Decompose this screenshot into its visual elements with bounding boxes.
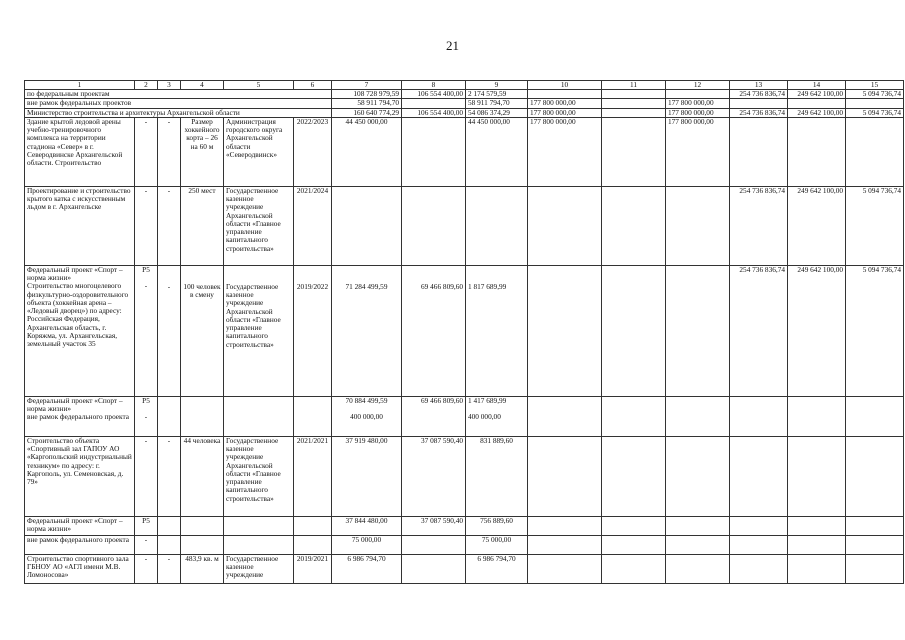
outside-project-label: вне рамок федерального проекта xyxy=(27,412,130,422)
cell xyxy=(294,396,332,436)
cell xyxy=(602,90,666,99)
cell xyxy=(402,99,466,108)
cell xyxy=(135,396,158,436)
object-name-cell: Строительство объекта «Спортивный зал ГАПОУ АО «Каргопольский индустриальный техникум» по адресу: г. Каргополь, ул. Семеновская, д. 79» xyxy=(25,436,135,516)
cell xyxy=(528,535,602,554)
cell xyxy=(666,265,730,396)
cell: 160 640 774,29 xyxy=(332,108,402,117)
cell: 254 736 836,74 xyxy=(730,186,788,265)
cell xyxy=(730,554,788,583)
cell xyxy=(788,117,846,186)
column-header: 3 xyxy=(158,81,181,90)
period-cell: 2022/2023 xyxy=(294,117,332,186)
project-code: P5 xyxy=(142,265,150,274)
cell: - xyxy=(135,117,158,186)
cell xyxy=(528,436,602,516)
cell-value: 400 000,00 xyxy=(468,412,501,422)
cell: - xyxy=(158,117,181,186)
cell xyxy=(158,535,181,554)
cell xyxy=(528,554,602,583)
cell: 44 450 000,00 xyxy=(466,117,528,186)
cell xyxy=(402,186,466,265)
capacity-cell: 250 мест xyxy=(181,186,224,265)
table-row xyxy=(25,516,904,535)
summary-row-federal xyxy=(25,90,904,99)
object-name-cell xyxy=(25,265,135,396)
cell xyxy=(788,516,846,535)
cell: 75 000,00 xyxy=(332,535,402,554)
cell xyxy=(666,186,730,265)
cell xyxy=(730,117,788,186)
cell xyxy=(158,265,181,396)
cell xyxy=(730,396,788,436)
summary-row-outside xyxy=(25,99,904,108)
cell xyxy=(730,99,788,108)
cell xyxy=(788,535,846,554)
cell xyxy=(602,186,666,265)
cell: 177 800 000,00 xyxy=(528,108,602,117)
cell: 75 000,00 xyxy=(466,535,528,554)
column-header: 4 xyxy=(181,81,224,90)
summary-label: по федеральным проектам xyxy=(25,90,332,99)
column-header: 13 xyxy=(730,81,788,90)
cell xyxy=(730,436,788,516)
federal-project-label: Федеральный проект «Спорт – норма жизни» xyxy=(25,516,135,535)
customer-cell: Государственное казенное учреждение Архангельской области «Главное управление капитального строительства» xyxy=(224,436,294,516)
column-header: 6 xyxy=(294,81,332,90)
table-row xyxy=(25,117,904,186)
cell: 54 086 374,29 xyxy=(466,108,528,117)
outside-project-label: вне рамок федерального проекта xyxy=(25,535,135,554)
cell: 756 889,60 xyxy=(466,516,528,535)
cell xyxy=(402,117,466,186)
cell xyxy=(528,90,602,99)
capacity-value: 100 человек в смену xyxy=(183,281,221,300)
cell: 177 800 000,00 xyxy=(666,108,730,117)
cell-value: - xyxy=(144,412,148,422)
cell xyxy=(135,265,158,396)
cell xyxy=(602,516,666,535)
cell xyxy=(224,516,294,535)
cell: 177 800 000,00 xyxy=(528,99,602,108)
cell: 254 736 836,74 xyxy=(730,108,788,117)
cell: 108 728 979,59 xyxy=(332,90,402,99)
cell-value: - xyxy=(144,281,148,291)
cell xyxy=(181,516,224,535)
column-header: 12 xyxy=(666,81,730,90)
column-header: 14 xyxy=(788,81,846,90)
cell: 37 087 590,40 xyxy=(402,516,466,535)
cell xyxy=(528,265,602,396)
cell: 37 087 590,40 xyxy=(402,436,466,516)
cell xyxy=(466,396,528,436)
summary-label: Министерство строительства и архитектуры Архангельской области xyxy=(25,108,332,117)
cell: 831 889,60 xyxy=(466,436,528,516)
cell xyxy=(528,516,602,535)
federal-project-label: Федеральный проект «Спорт – норма жизни» xyxy=(27,396,123,414)
cell-value: 400 000,00 xyxy=(350,412,383,422)
cell xyxy=(602,265,666,396)
customer-cell: Государственное казенное учреждение Архангельской области «Главное управление капитального строительства» xyxy=(224,186,294,265)
cell xyxy=(666,554,730,583)
cell xyxy=(332,265,402,396)
column-header: 8 xyxy=(402,81,466,90)
cell: 254 736 836,74 xyxy=(730,90,788,99)
cell xyxy=(846,516,904,535)
cell: 6 986 794,70 xyxy=(466,554,528,583)
cell: 249 642 100,00 xyxy=(788,90,846,99)
cell-value: - xyxy=(167,281,171,291)
cell xyxy=(788,554,846,583)
table-row xyxy=(25,554,904,583)
table-row xyxy=(25,186,904,265)
project-code: P5 xyxy=(135,516,158,535)
customer-cell: Администрация городского округа Архангельской области «Северодвинск» xyxy=(224,117,294,186)
cell xyxy=(224,535,294,554)
cell xyxy=(602,117,666,186)
cell xyxy=(602,99,666,108)
customer-cell xyxy=(224,265,294,396)
cell xyxy=(294,535,332,554)
cell xyxy=(730,516,788,535)
object-name-cell xyxy=(25,396,135,436)
cell xyxy=(158,396,181,436)
period-cell: 2019/2021 xyxy=(294,554,332,583)
cell xyxy=(602,535,666,554)
cell xyxy=(602,396,666,436)
column-header: 9 xyxy=(466,81,528,90)
summary-row-ministry xyxy=(25,108,904,117)
cell: 44 450 000,00 xyxy=(332,117,402,186)
customer-cell: Государственное казенное учреждение xyxy=(224,554,294,583)
cell: 249 642 100,00 xyxy=(788,108,846,117)
cell xyxy=(846,396,904,436)
cell xyxy=(666,516,730,535)
cell: 5 094 736,74 xyxy=(846,265,904,396)
capacity-cell: 483,9 кв. м xyxy=(181,554,224,583)
cell xyxy=(402,535,466,554)
cell: 58 911 794,70 xyxy=(466,99,528,108)
cell: 2 174 579,59 xyxy=(466,90,528,99)
cell xyxy=(528,396,602,436)
cell-value: 1 817 689,99 xyxy=(468,281,507,291)
summary-label: вне рамок федеральных проектов xyxy=(25,99,332,108)
period-value: 2019/2022 xyxy=(296,281,329,291)
cell: 58 911 794,70 xyxy=(332,99,402,108)
table-row xyxy=(25,436,904,516)
cell xyxy=(788,99,846,108)
table-row xyxy=(25,265,904,396)
object-name-cell: Здание крытой ледовой арены учебно-тренировочного комплекса на территории стадиона «Север» в г. Северодвинске Архангельской области. Строительство xyxy=(25,117,135,186)
cell: 6 986 794,70 xyxy=(332,554,402,583)
cell-value: 69 466 809,60 xyxy=(421,396,463,405)
cell xyxy=(602,108,666,117)
page-number: 21 xyxy=(446,38,459,53)
cell xyxy=(158,516,181,535)
cell xyxy=(846,535,904,554)
cell: 177 800 000,00 xyxy=(666,99,730,108)
cell xyxy=(846,554,904,583)
customer-value: Государственное казенное учреждение Архангельской области «Главное управление капитального строительства» xyxy=(226,281,281,349)
project-code: P5 xyxy=(142,396,150,405)
cell xyxy=(294,516,332,535)
object-name: Строительство многоцелевого физкультурно-оздоровительного объекта (хоккейная арена – «Ледовый дворец») по адресу: Российская Федерация, Архангельская область, г. Коряжма, ул. Архангельская, земельный участок 35 xyxy=(27,281,129,349)
column-header: 10 xyxy=(528,81,602,90)
cell: 5 094 736,74 xyxy=(846,108,904,117)
cell-value: 71 284 499,59 xyxy=(345,281,388,291)
cell: 249 642 100,00 xyxy=(788,186,846,265)
column-header: 1 xyxy=(25,81,135,90)
cell xyxy=(788,396,846,436)
column-header: 7 xyxy=(332,81,402,90)
period-cell: 2021/2021 xyxy=(294,436,332,516)
cell xyxy=(528,186,602,265)
cell: 5 094 736,74 xyxy=(846,90,904,99)
cell xyxy=(666,90,730,99)
cell xyxy=(602,554,666,583)
cell-value: 1 417 689,99 xyxy=(468,396,507,405)
cell xyxy=(602,436,666,516)
cell: 177 800 000,00 xyxy=(666,117,730,186)
cell xyxy=(466,265,528,396)
object-name-cell: Проектирование и строительство крытого катка с искусственным льдом в г. Архангельске xyxy=(25,186,135,265)
cell xyxy=(788,436,846,516)
cell: - xyxy=(135,535,158,554)
cell: - xyxy=(135,436,158,516)
object-name-cell: Строительство спортивного зала ГБНОУ АО «АГЛ имени М.В. Ломоносова» xyxy=(25,554,135,583)
cell xyxy=(332,396,402,436)
cell: 106 554 400,00 xyxy=(402,108,466,117)
cell: - xyxy=(158,436,181,516)
cell xyxy=(402,554,466,583)
cell xyxy=(402,265,466,396)
cell xyxy=(846,117,904,186)
cell xyxy=(181,396,224,436)
capacity-cell: 44 человека xyxy=(181,436,224,516)
table-row xyxy=(25,396,904,436)
cell-value: 70 884 499,59 xyxy=(345,396,388,405)
cell xyxy=(466,186,528,265)
cell: 37 919 480,00 xyxy=(332,436,402,516)
cell-value: 69 466 809,60 xyxy=(421,281,463,291)
cell xyxy=(846,99,904,108)
capacity-cell: Размер хоккейного корта – 26 на 60 м xyxy=(181,117,224,186)
cell: 254 736 836,74 xyxy=(730,265,788,396)
cell xyxy=(332,186,402,265)
column-header: 5 xyxy=(224,81,294,90)
cell: 249 642 100,00 xyxy=(788,265,846,396)
cell: - xyxy=(158,186,181,265)
column-header: 2 xyxy=(135,81,158,90)
cell: 177 800 000,00 xyxy=(528,117,602,186)
federal-project-label: Федеральный проект «Спорт – норма жизни» xyxy=(27,265,123,283)
budget-table xyxy=(24,80,904,584)
column-header: 11 xyxy=(602,81,666,90)
cell: - xyxy=(158,554,181,583)
column-header: 15 xyxy=(846,81,904,90)
cell xyxy=(402,396,466,436)
cell xyxy=(846,436,904,516)
cell xyxy=(224,396,294,436)
cell xyxy=(666,396,730,436)
column-number-row xyxy=(25,81,904,90)
capacity-cell xyxy=(181,265,224,396)
cell xyxy=(666,436,730,516)
cell xyxy=(730,535,788,554)
cell xyxy=(181,535,224,554)
cell: - xyxy=(135,186,158,265)
period-cell xyxy=(294,265,332,396)
cell: 5 094 736,74 xyxy=(846,186,904,265)
cell: 106 554 400,00 xyxy=(402,90,466,99)
table-row xyxy=(25,535,904,554)
cell xyxy=(666,535,730,554)
cell: - xyxy=(135,554,158,583)
cell: 37 844 480,00 xyxy=(332,516,402,535)
period-cell: 2021/2024 xyxy=(294,186,332,265)
